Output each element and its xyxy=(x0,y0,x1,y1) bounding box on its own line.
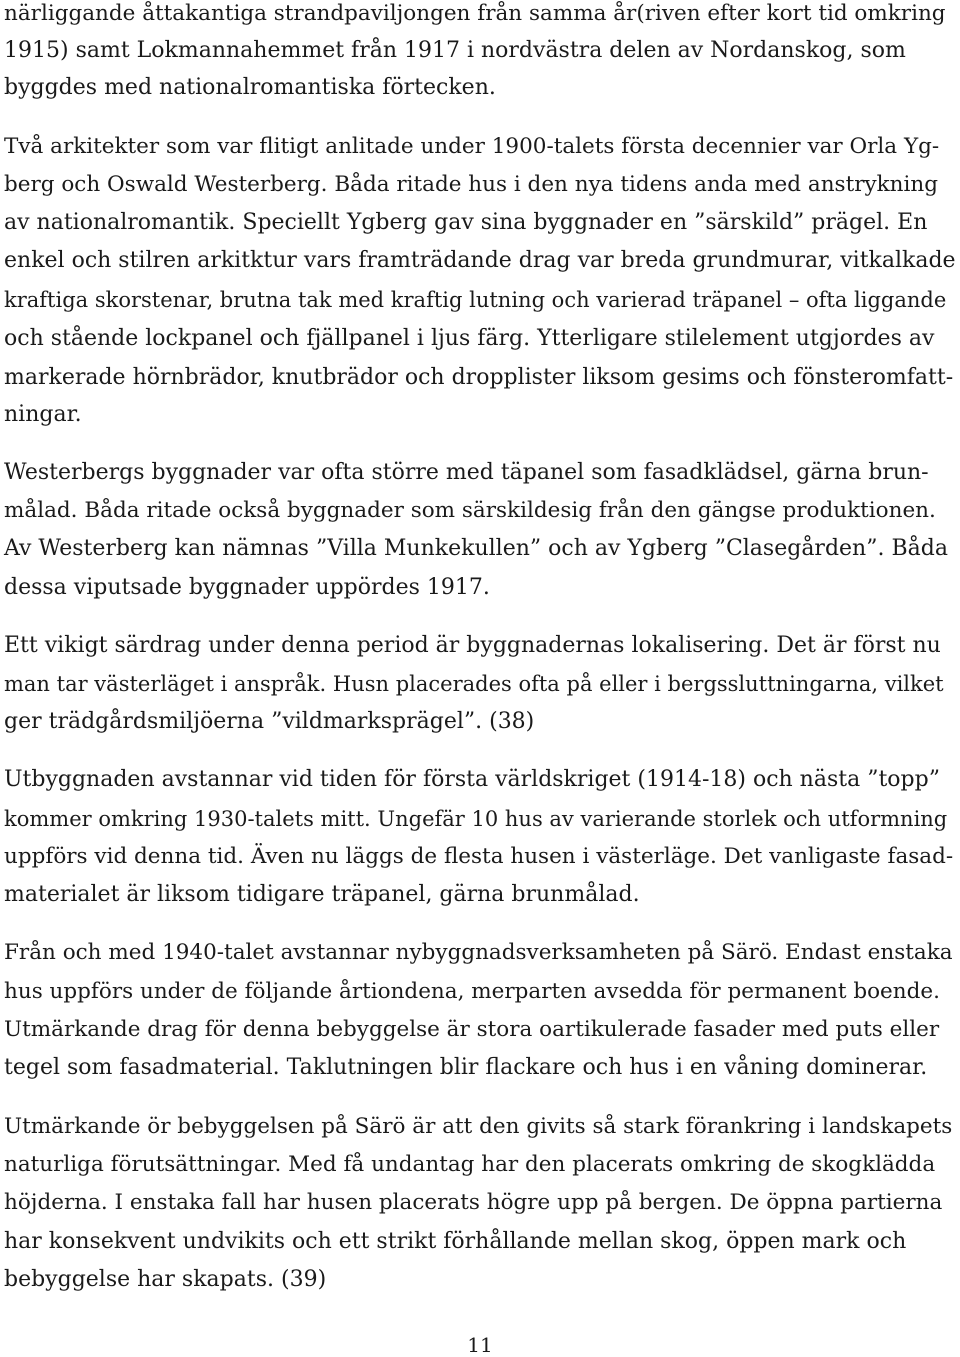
text-line: Av Westerberg kan nämnas ”Villa Munkekullen” och av Ygberg ”Clasegården”. Båda xyxy=(4,536,948,561)
text-line: av nationalromantik. Speciellt Ygberg gav sina byggnader en ”särskild” prägel. En xyxy=(4,210,928,235)
text-line: berg och Oswald Westerberg. Båda ritade hus i den nya tidens anda med anstrykning xyxy=(4,172,939,197)
page-number: 11 xyxy=(467,1333,493,1357)
text-line: har konsekvent undvikits och ett strikt förhållande mellan skog, öppen mark och xyxy=(4,1229,907,1254)
text-line: bebyggelse har skapats. (39) xyxy=(4,1267,327,1292)
text-line: naturliga förutsättningar. Med få undantag har den placerats omkring de skogklädda xyxy=(4,1152,936,1177)
text-line: markerade hörnbrädor, knutbrädor och dropplister liksom gesims och fönsteromfatt- xyxy=(4,365,954,390)
text-line: tegel som fasadmaterial. Taklutningen blir flackare och hus i en våning dominerar. xyxy=(4,1055,928,1080)
text-line: målad. Båda ritade också byggnader som särskildesig från den gängse produktionen. xyxy=(4,498,936,523)
text-line: Utbyggnaden avstannar vid tiden för första världskriget (1914-18) och nästa ”topp” xyxy=(4,767,940,792)
text-line: höjderna. I enstaka fall har husen placerats högre upp på bergen. De öppna partierna xyxy=(4,1190,943,1215)
text-line: Ett vikigt särdrag under denna period är byggnadernas lokalisering. Det är först nu xyxy=(4,633,941,658)
text-line: kraftiga skorstenar, brutna tak med kraftig lutning och varierad träpanel – ofta liggande xyxy=(4,288,947,312)
text-line: närliggande åttakantiga strandpaviljongen från samma år(riven efter kort tid omkring xyxy=(4,1,946,26)
text-line: kommer omkring 1930-talets mitt. Ungefär 10 hus av varierande storlek och utformning xyxy=(4,807,948,831)
text-line: enkel och stilren arkitktur vars framträdande drag var breda grundmurar, vitkalkade xyxy=(4,248,956,273)
text-line: och stående lockpanel och fjällpanel i ljus färg. Ytterligare stilelement utgjordes av xyxy=(4,326,935,351)
text-line: Från och med 1940-talet avstannar nybyggnadsverksamheten på Särö. Endast enstaka xyxy=(4,940,953,965)
text-line: Utmärkande ör bebyggelsen på Särö är att den givits så stark förankring i landskapets xyxy=(4,1114,953,1139)
text-line: materialet är liksom tidigare träpanel, gärna brunmålad. xyxy=(4,882,640,907)
text-line: ningar. xyxy=(4,402,82,427)
text-line: 1915) samt Lokmannahemmet från 1917 i nordvästra delen av Nordanskog, som xyxy=(4,38,906,63)
text-line: hus uppförs under de följande årtiondena, merparten avsedda för permanent boende. xyxy=(4,979,940,1004)
text-line: man tar västerläget i anspråk. Husn placerades ofta på eller i bergssluttningarna, vilket xyxy=(4,672,944,696)
text-line: ger trädgårdsmiljöerna ”vildmarksprägel”. (38) xyxy=(4,709,535,734)
text-line: Utmärkande drag för denna bebyggelse är stora oartikulerade fasader med puts eller xyxy=(4,1017,940,1042)
text-line: Två arkitekter som var flitigt anlitade under 1900-talets första decennier var Orla Yg- xyxy=(4,134,940,159)
text-line: byggdes med nationalromantiska förtecken. xyxy=(4,75,496,100)
text-line: dessa viputsade byggnader uppördes 1917. xyxy=(4,575,490,600)
text-line: Westerbergs byggnader var ofta större med täpanel som fasadklädsel, gärna brun- xyxy=(4,460,929,485)
text-line: uppförs vid denna tid. Även nu läggs de flesta husen i västerläge. Det vanligaste fasad- xyxy=(4,844,954,869)
